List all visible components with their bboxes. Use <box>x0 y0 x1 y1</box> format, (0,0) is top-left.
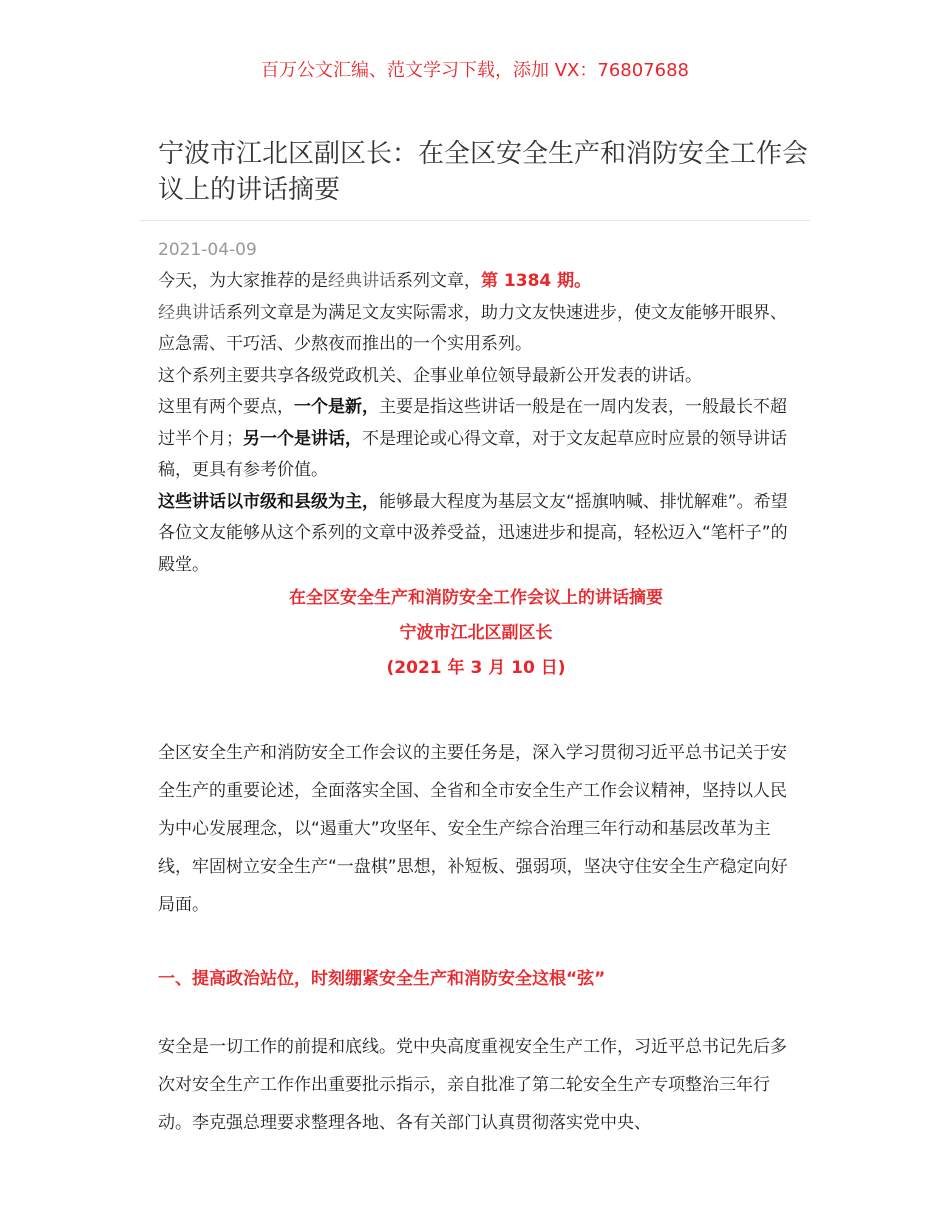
intro-paragraph-4 <box>158 392 794 487</box>
intro-text: 主要是指这些讲话一般是在一周内发表，一般最长不超过半个月； <box>158 397 787 449</box>
intro-text: 不是理论或心得文章，对于文友起草应时应景的领导讲话稿，更具有参考价值。 <box>158 428 787 480</box>
section-1-title: 一、提高政治站位，时刻绷紧安全生产和消防安全这根“弦” <box>158 969 606 989</box>
series-link[interactable]: 经典讲话 <box>328 271 396 291</box>
speech-paragraph-1: 全区安全生产和消防安全工作会议的主要任务是，深入学习贯彻习近平总书记关于安全生产的重要论述，全面落实全国、全省和全市安全生产工作会议精神，坚持以人民为中心发展理念，以“遏重大”攻坚年、安全生产综合治理三年行动和基层改革为主线，牢固树立安全生产“一盘棋”思想，补短板、强弱项，坚决守住安全生产稳定向好局面。 <box>158 743 788 915</box>
publish-date: 2021-04-09 <box>158 240 257 260</box>
issue-number: 第 1384 期。 <box>481 271 592 291</box>
speech-heading: 在全区安全生产和消防安全工作会议上的讲话摘要 <box>289 588 663 608</box>
intro-text: 系列文章， <box>396 271 481 291</box>
speech-date: (2021 年 3 月 10 日) <box>386 658 566 678</box>
bold-keyword: 一个是新， <box>294 397 379 417</box>
bold-keyword: 这些讲话以市级和县级为主， <box>158 491 379 512</box>
article-title: 宁波市江北区副区长：在全区安全生产和消防安全工作会议上的讲话摘要 <box>158 139 809 205</box>
intro-paragraph-3: 这个系列主要共享各级党政机关、企事业单位领导最新公开发表的讲话。 <box>158 365 702 386</box>
speech-speaker: 宁波市江北区副区长 <box>399 623 553 643</box>
promo-banner: 百万公文汇编、范文学习下载，添加 VX：76807688 <box>261 60 689 81</box>
title-divider <box>140 220 810 221</box>
intro-text: 这里有两个要点， <box>158 397 294 417</box>
bold-keyword: 另一个是讲话， <box>243 428 362 449</box>
intro-paragraph-2 <box>158 298 794 361</box>
intro-paragraph-1 <box>158 266 794 298</box>
series-link[interactable]: 经典讲话 <box>158 302 226 323</box>
intro-text: 能够最大程度为基层文友“摇旗呐喊、排忧解难”。希望各位文友能够从这个系列的文章中汲养受益，迅速进步和提高，轻松迈入“笔杆子”的殿堂。 <box>158 491 788 575</box>
intro-paragraph-5 <box>158 487 794 582</box>
intro-text: 系列文章是为满足文友实际需求，助力文友快速进步，使文友能够开眼界、应急需、干巧活、少熬夜而推出的一个实用系列。 <box>158 302 787 354</box>
speech-paragraph-2: 安全是一切工作的前提和底线。党中央高度重视安全生产工作，习近平总书记先后多次对安全生产工作作出重要批示指示，亲自批准了第二轮安全生产专项整治三年行动。李克强总理要求整理各地、各有关部门认真贯彻落实党中央、 <box>158 1037 787 1133</box>
intro-text: 今天，为大家推荐的是 <box>158 271 328 291</box>
article-body <box>158 266 794 1142</box>
